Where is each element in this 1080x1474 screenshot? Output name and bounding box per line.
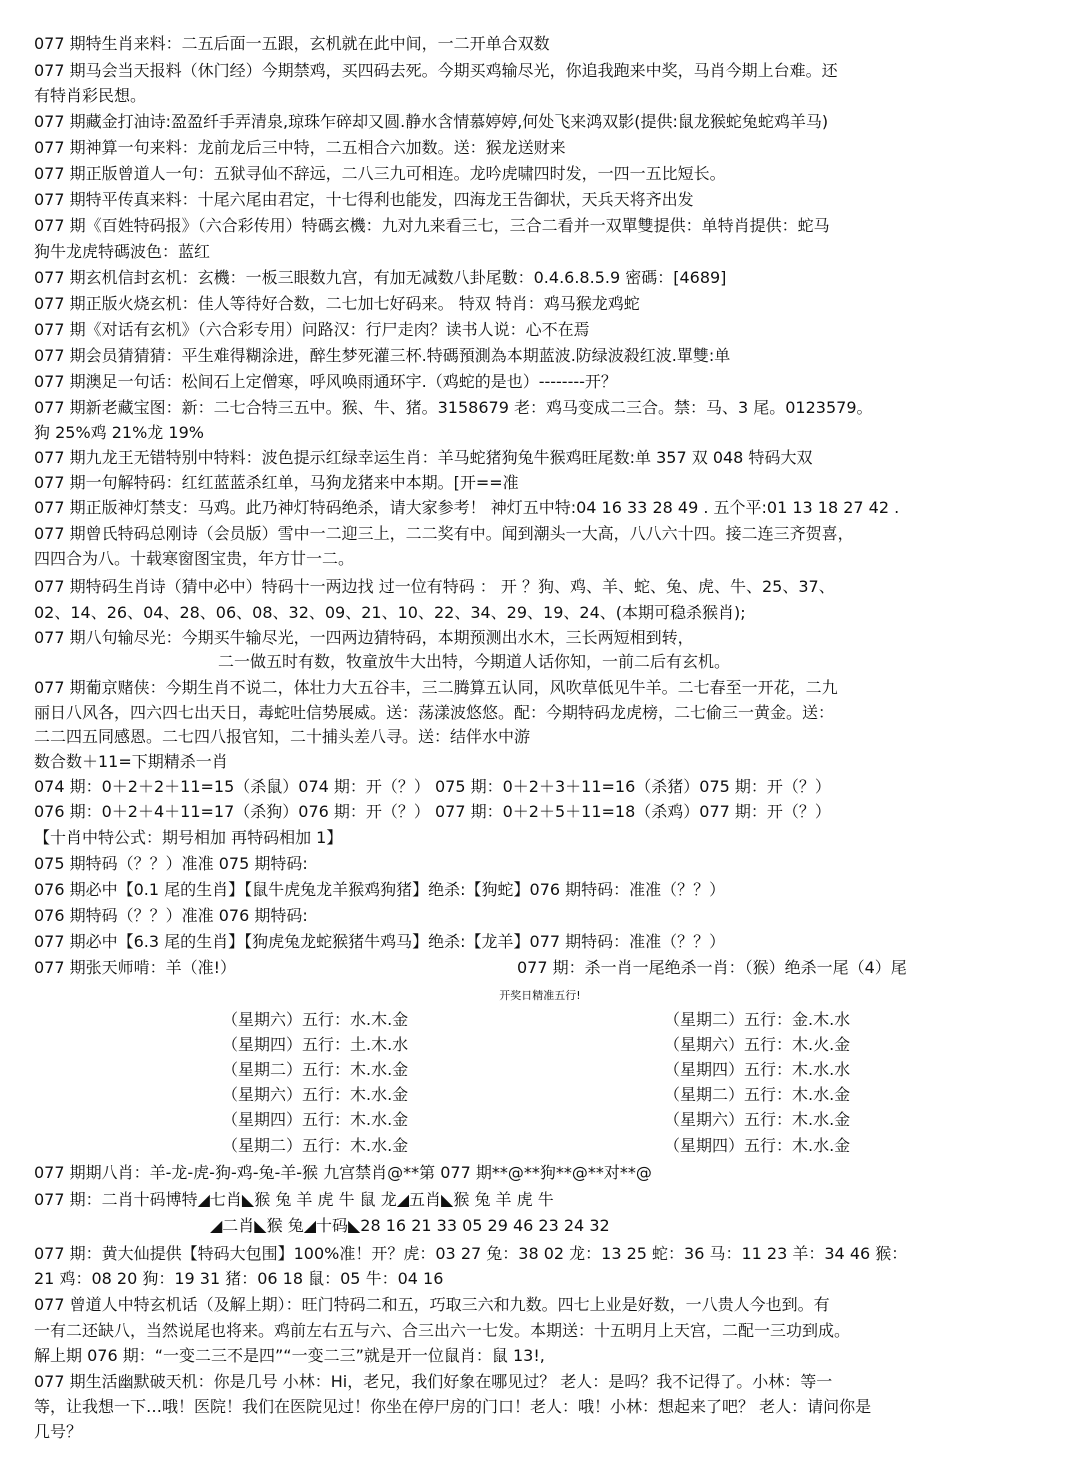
text-line: 077 期马会当天报料（休门经）今期禁鸡，买四码去死。今期买鸡输尽光，你追我跑来中奖，马肖今期上台难。还 [34, 61, 838, 80]
text-line: 077 期八句输尽光：今期买牛输尽光，一四两边猜特码，本期预测出水木，三长两短相到转， [34, 628, 694, 647]
text-line: 077 期九龙王无错特别中特料：波色提示红绿幸运生肖：羊马蛇猪狗兔牛猴鸡旺尾数:单 357 双 048 特码大双 [34, 448, 813, 467]
wuxing-left-row: （星期四）五行：土.木.水 [222, 1035, 409, 1054]
text-line: 075 期特码（？？）准准 075 期特码: [34, 854, 308, 873]
text-line: 074 期：0＋2＋2＋11=15（杀鼠）074 期：开（？） 075 期：0＋2＋3＋11=16（杀猪）075 期：开（？） [34, 777, 831, 796]
wuxing-left-row: （星期六）五行：水.木.金 [222, 1010, 409, 1029]
wuxing-right-row: （星期六）五行：木.水.金 [664, 1110, 851, 1129]
wuxing-right-row: （星期六）五行：木.火.金 [664, 1035, 851, 1054]
text-line: 077 曾道人中特玄机话（及解上期）：旺门特码二和五，巧取三六和九数。四七上业是好数，一八贵人今也到。有 [34, 1295, 830, 1314]
text-line: 076 期特码（？？）准准 076 期特码: [34, 906, 308, 925]
text-line: 077 期藏金打油诗:盈盈纤手弄清泉,琼珠乍碎却又圆.静水含情慕婷婷,何处飞来鸿双影(提供:鼠龙猴蛇兔蛇鸡羊马) [34, 112, 829, 131]
text-line: 077 期：黄大仙提供【特码大包围】100%准！开？虎：03 27 兔：38 02 龙：13 25 蛇：36 马：11 23 羊：34 46 猴： [34, 1244, 908, 1263]
text-line: 解上期 076 期：“一变二三不是四”“一变二三”就是开一位鼠肖：鼠 13!, [34, 1346, 545, 1365]
text-line: 数合数＋11=下期精杀一肖 [34, 752, 228, 771]
text-line: 077 期玄机信封玄机：玄機：一板三眼数九宫，有加无减数八卦尾數：0.4.6.8.5.9 密碼：[4689] [34, 268, 727, 287]
text-line: 077 期会员猜猜猜：平生难得糊涂进，醉生梦死灌三杯.特碼預測為本期蓝波.防绿波殺红波.單雙:单 [34, 346, 731, 365]
text-line: 02、14、26、04、28、06、08、32、09、21、10、22、34、29、19、24、(本期可稳杀猴肖); [34, 603, 746, 622]
text-line: 077 期《百姓特码报》（六合彩传用）特碼玄機：九对九来看三七，三合二看并一双單雙提供：单特肖提供：蛇马 [34, 216, 830, 235]
wuxing-left-row: （星期二）五行：木.水.金 [222, 1136, 409, 1155]
wuxing-left-row: （星期四）五行：木.水.金 [222, 1110, 409, 1129]
text-line: 【十肖中特公式：期号相加 再特码相加 1】 [34, 828, 343, 847]
wuxing-left-row: （星期二）五行：木.水.金 [222, 1060, 409, 1079]
text-line: 077 期新老藏宝图：新：二七合特三五中。猴、牛、猪。3158679 老：鸡马变成二三合。禁：马、3 尾。0123579。 [34, 398, 873, 417]
text-line: 077 期澳足一句话：松间石上定僧寒，呼风唤雨通环宇.（鸡蛇的是也）--------开？ [34, 372, 617, 391]
wuxing-title: 开奖日精准五行! [499, 989, 581, 1002]
text-line: 077 期《对话有玄机》（六合彩专用）问路汉：行尸走肉？读书人说：心不在焉 [34, 320, 590, 339]
text-line: 077 期：二肖十码博特◢七肖◣猴 兔 羊 虎 牛 鼠 龙◢五肖◣猴 兔 羊 虎 牛 [34, 1190, 554, 1209]
text-line: 狗 25%鸡 21%龙 19% [34, 423, 204, 442]
text-line: 一有二还缺八，当然说尾也将来。鸡前左右五与六、合三出六一七发。本期送：十五明月上天宫，二配一三功到成。 [34, 1321, 851, 1340]
text-line: 四四合为八。十载寒窗图宝贵，年方廿一二。 [34, 549, 355, 568]
text-line: 077 期曾氏特码总刚诗（会员版）雪中一二迎三上，二二奖有中。闻到潮头一大高，八八六十四。接二连三齐贺喜， [34, 524, 854, 543]
text-line: 077 期正版神灯禁支：马鸡。此乃神灯特码绝杀，请大家参考！ 神灯五中特:04 16 33 28 49 . 五个平:01 13 18 27 42 . [34, 498, 900, 517]
text-line: 等，让我想一下…哦！医院！我们在医院见过！你坐在停尸房的门口！老人：哦！小林：想起来了吧？ 老人：请问你是 [34, 1397, 872, 1416]
text-line: 077 期正版曾道人一句：五狱寻仙不辞远，二八三九可相连。龙吟虎啸四时发，一四一五比短长。 [34, 164, 726, 183]
text-line: 076 期必中【0.1 尾的生肖】【鼠牛虎兔龙羊猴鸡狗猪】绝杀:【狗蛇】076 期特码：准准（？？） [34, 880, 726, 899]
text-line: 二二四五同感恩。二七四八报官知，二十捕头差八寻。送：结伴水中游 [34, 727, 531, 746]
text-line: 077 期葡京赌侠：今期生肖不说二，体壮力大五谷丰，三二腾算五认同，风吹草低见牛羊。二七春至一开花，二九 [34, 678, 838, 697]
wuxing-right-row: （星期四）五行：木.水.金 [664, 1136, 851, 1155]
text-line: 077 期正版火烧玄机：佳人等待好合数，二七加七好码来。 特双 特肖：鸡马猴龙鸡蛇 [34, 294, 640, 313]
text-line: ◢二肖◣猴 兔◢十码◣28 16 21 33 05 29 46 23 24 32 [210, 1216, 610, 1235]
text-line: 077 期特生肖来料：二五后面一五跟，玄机就在此中间，一二开单合双数 [34, 34, 550, 53]
text-line: 077 期特码生肖诗（猜中必中）特码十一两边找 过一位有特码 ： 开 ？狗、鸡、羊、蛇、兔、虎、牛、25、37、 [34, 577, 835, 596]
text-line: 狗牛龙虎特碼波色：蓝红 [34, 242, 211, 261]
wuxing-right-row: （星期二）五行：金.木.水 [664, 1010, 851, 1029]
text-line: 076 期：0＋2＋4＋11=17（杀狗）076 期：开（？） 077 期：0＋2＋5＋11=18（杀鸡）077 期：开（？） [34, 802, 831, 821]
text-line: 077 期必中【6.3 尾的生肖】【狗虎兔龙蛇猴猪牛鸡马】绝杀:【龙羊】077 期特码：准准（？？） [34, 932, 726, 951]
text-line: 几号？ [34, 1422, 83, 1441]
text-line: 21 鸡：08 20 狗：19 31 猪：06 18 鼠：05 牛：04 16 [34, 1269, 444, 1288]
text-line: 077 期神算一句来料：龙前龙后三中特，二五相合六加数。送：猴龙送财来 [34, 138, 566, 157]
text-line: 有特肖彩民想。 [34, 86, 147, 105]
text-line: 077 期特平传真来料：十尾六尾由君定，十七得利也能发，四海龙王告御状，天兵天将齐出发 [34, 190, 694, 209]
wuxing-left-row: （星期六）五行：木.水.金 [222, 1085, 409, 1104]
text-line: 077 期一句解特码：红红蓝蓝杀红单，马狗龙猪来中本期。[开==准 [34, 473, 519, 492]
zhang-left-text: 077 期张天师啃：羊（准!） [34, 958, 237, 977]
text-line: 077 期生活幽默破天机：你是几号 小林：Hi，老兄，我们好象在哪见过？ 老人：是吗？我不记得了。小林：等一 [34, 1372, 833, 1391]
zhang-right-text: 077 期：杀一肖一尾绝杀一肖：（猴）绝杀一尾（4）尾 [517, 958, 907, 977]
wuxing-right-row: （星期二）五行：木.水.金 [664, 1085, 851, 1104]
text-line: 二一做五时有数，牧童放牛大出特，今期道人话你知，一前二后有玄机。 [218, 652, 731, 671]
text-line: 077 期期八肖：羊-龙-虎-狗-鸡-兔-羊-猴 九宫禁肖@**第 077 期**@**狗**@**对**@ [34, 1163, 652, 1182]
wuxing-right-row: （星期四）五行：木.水.水 [664, 1060, 851, 1079]
text-line: 丽日八风各，四六四七出天日，毒蛇吐信势展威。送：荡漾波悠悠。配：今期特码龙虎榜，二七偷三一黄金。送： [34, 703, 835, 722]
